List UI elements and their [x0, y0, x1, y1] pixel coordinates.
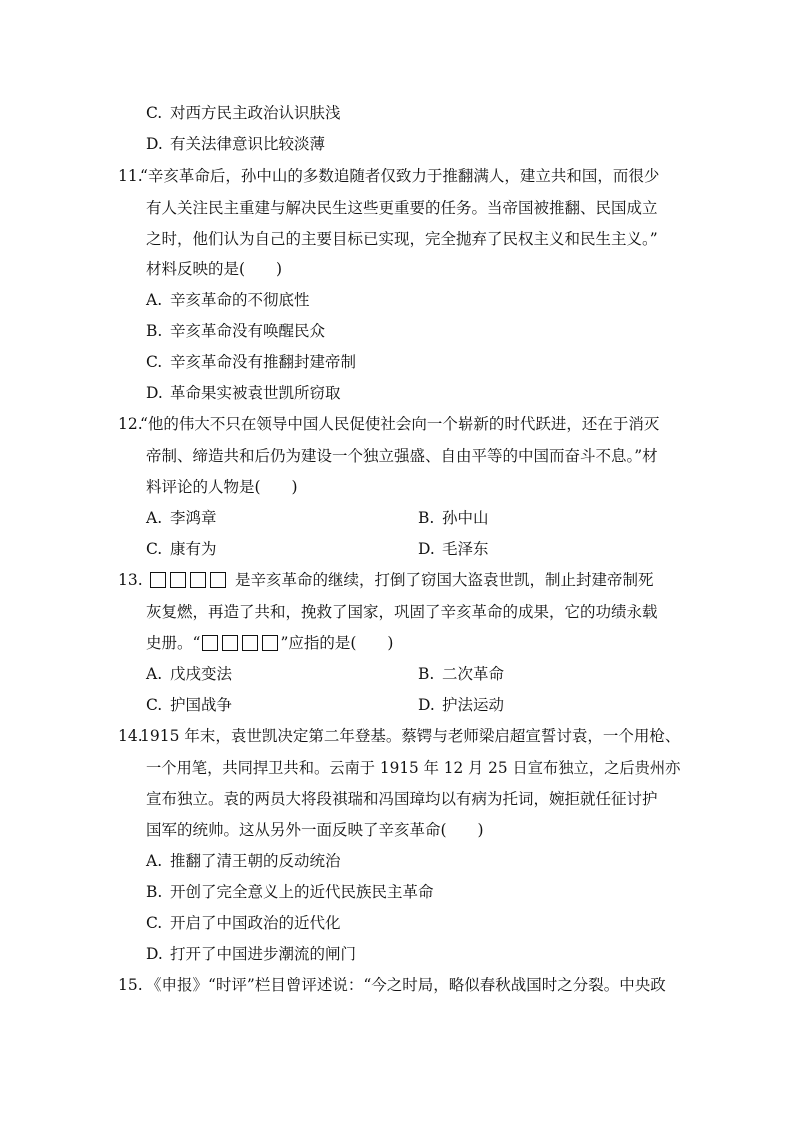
option-text: 推翻了清王朝的反动统治 — [170, 852, 341, 870]
q14-option-b — [146, 882, 434, 902]
q14-stem-line: 一个用笔，共同捍卫共和。云南于 1915 年 12 月 25 日宣布独立，之后贵州亦 — [146, 759, 681, 777]
q10-option-c — [146, 103, 341, 123]
q12-stem-line: 帝制、缔造共和后仍为建设一个独立强盛、自由平等的中国而奋斗不息。”材 — [146, 447, 658, 465]
option-text: 李鸿章 — [170, 509, 217, 527]
blank-box — [202, 635, 218, 651]
blank-box — [170, 572, 186, 588]
option-text: 打开了中国进步潮流的闸门 — [170, 945, 357, 963]
q11-stem-line: “辛亥革命后，孙中山的多数追随者仅致力于推翻满人，建立共和国，而很少 — [140, 167, 660, 185]
option-text: 护国战争 — [170, 696, 233, 714]
q14-option-d — [146, 944, 356, 964]
option-letter: A. — [146, 291, 163, 309]
blank-box — [210, 572, 226, 588]
q13-stem-line — [146, 633, 393, 653]
q12-stem-line: “他的伟大不只在领导中国人民促使社会向一个崭新的时代跃进，还在于消灭 — [140, 415, 660, 433]
option-letter: C. — [146, 540, 163, 558]
option-text: 有关法律意识比较淡薄 — [170, 135, 326, 153]
q15-stem-line: 《申报》“时评”栏目曾评述说：“今之时局，略似春秋战国时之分裂。中央政 — [146, 976, 666, 994]
q14-option-c — [146, 913, 341, 933]
q12-stem-line: 料评论的人物是( ) — [146, 478, 298, 496]
option-letter: B. — [146, 322, 163, 340]
option-text: 毛泽东 — [442, 540, 489, 558]
q14-option-a — [146, 851, 341, 871]
q13-number: 13. — [118, 571, 143, 589]
blank-box — [262, 635, 278, 651]
q11-option-b — [146, 321, 325, 341]
q12-option-c — [146, 539, 217, 559]
option-text: 开启了中国政治的近代化 — [170, 914, 341, 932]
q11-number: 11. — [118, 167, 143, 185]
q13-option-d — [418, 695, 504, 715]
q11-stem-line: 材料反映的是( ) — [146, 260, 283, 278]
option-text: 二次革命 — [442, 665, 505, 683]
q13-stem-text: 史册。“ — [146, 634, 201, 652]
option-letter: D. — [146, 135, 163, 153]
option-letter: C. — [146, 104, 163, 122]
blank-box — [222, 635, 238, 651]
q14-number: 14. — [118, 727, 143, 745]
q13-stem-text: 是辛亥革命的继续，打倒了窃国大盗袁世凯，制止封建帝制死 — [234, 571, 654, 589]
option-text: 戊戌变法 — [170, 665, 233, 683]
option-text: 开创了完全意义上的近代民族民主革命 — [170, 883, 434, 901]
option-letter: B. — [418, 665, 435, 683]
option-letter: B. — [418, 509, 435, 527]
q13-option-a — [146, 664, 232, 684]
option-letter: B. — [146, 883, 163, 901]
option-text: 康有为 — [170, 540, 217, 558]
blank-box — [242, 635, 258, 651]
blank-box — [190, 572, 206, 588]
option-text: 对西方民主政治认识肤浅 — [170, 104, 341, 122]
option-text: 辛亥革命没有唤醒民众 — [170, 322, 326, 340]
option-letter: A. — [146, 852, 163, 870]
q13-stem-text: ”应指的是( ) — [280, 634, 394, 652]
option-letter: C. — [146, 914, 163, 932]
option-letter: D. — [146, 384, 163, 402]
q13-stem-line: 灰复燃，再造了共和，挽救了国家，巩固了辛亥革命的成果，它的功绩永载 — [146, 603, 658, 621]
q11-stem-line: 有人关注民主重建与解决民生这些更重要的任务。当帝国被推翻、民国成立 — [146, 199, 658, 217]
q12-option-b — [418, 508, 489, 528]
q12-number: 12. — [118, 415, 143, 433]
blank-boxes — [202, 635, 278, 651]
option-letter: D. — [418, 540, 435, 558]
q11-stem-line: 之时，他们认为自己的主要目标已实现，完全抛弃了民权主义和民生主义。” — [146, 230, 658, 248]
option-text: 护法运动 — [442, 696, 505, 714]
blank-boxes — [150, 572, 226, 588]
q13-option-c — [146, 695, 232, 715]
q10-option-d — [146, 134, 325, 154]
q12-option-a — [146, 508, 217, 528]
q12-option-d — [418, 539, 489, 559]
option-text: 辛亥革命没有推翻封建帝制 — [170, 353, 357, 371]
option-text: 辛亥革命的不彻底性 — [170, 291, 310, 309]
option-letter: C. — [146, 353, 163, 371]
q13-option-b — [418, 664, 504, 684]
q11-option-a — [146, 290, 310, 310]
option-letter: A. — [146, 509, 163, 527]
q11-option-c — [146, 352, 356, 372]
q14-stem-line: 宣布独立。袁的两员大将段祺瑞和冯国璋均以有病为托词，婉拒就任征讨护 — [146, 790, 658, 808]
option-text: 革命果实被袁世凯所窃取 — [170, 384, 341, 402]
option-letter: A. — [146, 665, 163, 683]
blank-box — [150, 572, 166, 588]
option-text: 孙中山 — [442, 509, 489, 527]
q14-stem-line: 1915 年末，袁世凯决定第二年登基。蔡锷与老师梁启超宣誓讨袁，一个用枪、 — [140, 727, 681, 745]
q14-stem-line: 国军的统帅。这从另外一面反映了辛亥革命( ) — [146, 821, 484, 839]
q15-number: 15. — [118, 976, 143, 994]
option-letter: D. — [418, 696, 435, 714]
q11-option-d — [146, 383, 341, 403]
q13-stem-line — [146, 570, 653, 590]
option-letter: C. — [146, 696, 163, 714]
option-letter: D. — [146, 945, 163, 963]
